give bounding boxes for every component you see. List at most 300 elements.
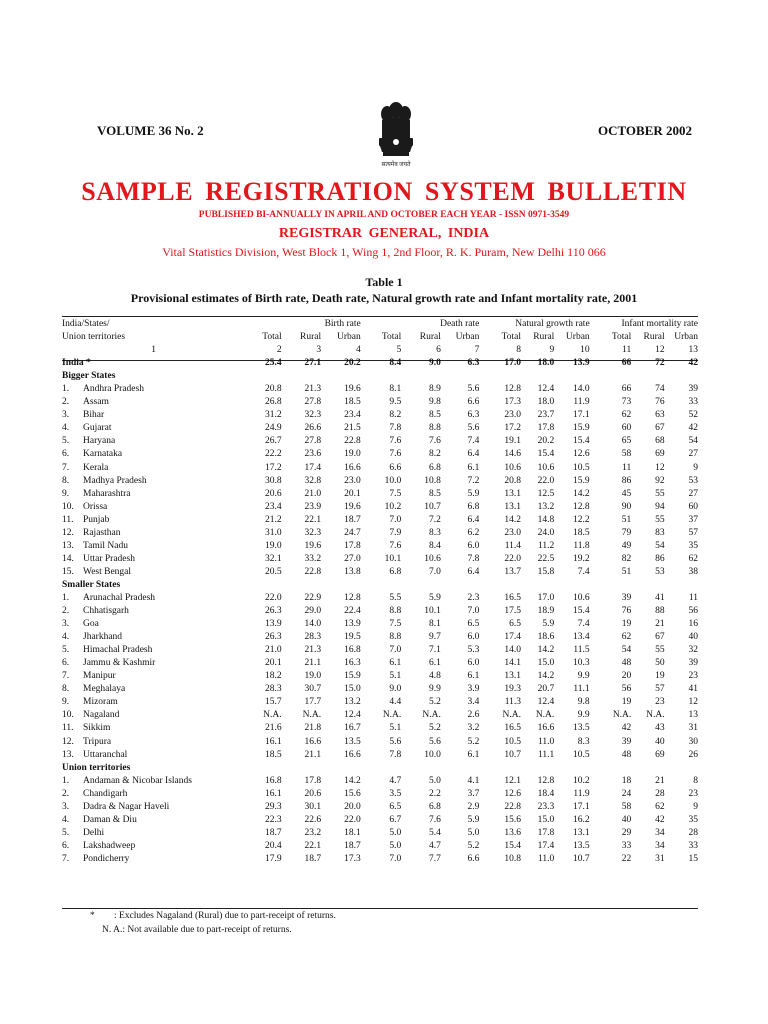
value-cell: 5.0 — [428, 775, 441, 786]
value-cell: 7.8 — [389, 423, 402, 434]
value-cell: 22.1 — [304, 514, 322, 525]
value-cell: 22.3 — [264, 814, 282, 825]
value-cell: 6.8 — [467, 501, 480, 512]
value-cell: 5.0 — [389, 827, 402, 838]
value-cell: 7.0 — [467, 606, 480, 617]
value-cell: 86 — [655, 553, 665, 564]
value-cell: 15.0 — [537, 658, 555, 669]
region-label: Tripura — [83, 736, 112, 747]
value-cell: 12.8 — [344, 592, 361, 603]
value-cell: 16.1 — [264, 736, 282, 747]
value-cell: 35 — [688, 540, 698, 551]
value-cell: 31.2 — [264, 410, 282, 421]
value-cell: 13.1 — [504, 671, 521, 682]
value-cell: 15.7 — [264, 697, 282, 708]
value-cell: 9.8 — [577, 697, 590, 708]
value-cell: 21.5 — [344, 423, 361, 434]
region-name — [62, 801, 245, 814]
value-cell: 21.6 — [264, 723, 282, 734]
value-cell: 39 — [688, 658, 698, 669]
group-natural-growth-rate: Natural growth rate — [515, 319, 590, 329]
region-label: Rajasthan — [83, 527, 121, 538]
value-cell: 22.0 — [264, 592, 282, 603]
value-cell: 63 — [655, 410, 665, 421]
value-cell: 19.6 — [344, 501, 361, 512]
vital-rates-table — [62, 318, 698, 866]
value-cell: 58 — [621, 801, 632, 812]
subheader-cell: Rural — [300, 332, 322, 343]
value-cell: 13.9 — [573, 358, 590, 369]
value-cell: 29 — [621, 827, 632, 838]
value-cell: 21.3 — [304, 384, 322, 395]
region-label: Chandigarh — [83, 788, 128, 799]
value-cell: 20.8 — [264, 384, 282, 395]
col-label-union-territories: Union territories — [62, 332, 126, 343]
value-cell: 12.4 — [537, 697, 555, 708]
table-row — [62, 618, 698, 631]
value-cell: 17.8 — [537, 423, 555, 434]
value-cell: 20.8 — [504, 475, 521, 486]
value-cell: 16.7 — [344, 723, 361, 734]
table-row — [62, 527, 698, 540]
table-row — [62, 801, 698, 814]
value-cell: 40 — [621, 814, 632, 825]
value-cell: 6.4 — [467, 449, 480, 460]
value-cell: 33.2 — [304, 553, 322, 564]
value-cell: 12.4 — [344, 710, 361, 721]
row-index: 1. — [62, 592, 70, 603]
value-cell: 14.2 — [573, 488, 590, 499]
value-cell: 13.2 — [344, 697, 361, 708]
value-cell: 18.6 — [537, 632, 555, 643]
value-cell: 14.0 — [304, 619, 322, 630]
value-cell: 12.8 — [573, 501, 590, 512]
value-cell: 32.8 — [304, 475, 322, 486]
value-cell: 42 — [688, 358, 698, 369]
value-cell: 30 — [688, 736, 698, 747]
value-cell: 86 — [621, 475, 632, 486]
value-cell: 19.0 — [264, 540, 282, 551]
value-cell: 12.4 — [537, 384, 555, 395]
value-cell: 17.0 — [537, 592, 555, 603]
value-cell: 17.7 — [304, 697, 322, 708]
row-index: 11. — [62, 723, 74, 734]
value-cell: 11.1 — [573, 684, 590, 695]
value-cell: 8.5 — [428, 410, 441, 421]
value-cell: 5.0 — [389, 840, 402, 851]
value-cell: 4.7 — [428, 840, 441, 851]
value-cell: 22.4 — [344, 606, 361, 617]
value-cell: 10.5 — [573, 462, 590, 473]
table-row — [62, 475, 698, 488]
region-label: Mizoram — [83, 697, 118, 708]
header-row-subheads — [62, 331, 698, 344]
value-cell: 13.7 — [504, 566, 521, 577]
value-cell: 4.4 — [389, 697, 402, 708]
region-name — [62, 618, 245, 631]
value-cell: 19.3 — [504, 684, 521, 695]
value-cell: 3.4 — [467, 697, 480, 708]
value-cell: 32.1 — [264, 553, 282, 564]
value-cell: 32.3 — [304, 410, 322, 421]
value-cell: 22.0 — [537, 475, 555, 486]
table-caption: Provisional estimates of Birth rate, Death rate, Natural growth rate and Infant mortality rate, 2001 — [130, 291, 638, 305]
value-cell: 14.2 — [504, 514, 521, 525]
region-label: Delhi — [83, 827, 105, 838]
value-cell: 21 — [655, 775, 665, 786]
col-label-states: India/States/ — [62, 319, 110, 329]
value-cell: 9.5 — [389, 397, 402, 408]
region-name — [62, 357, 245, 370]
value-cell: 15.4 — [573, 436, 590, 447]
region-name — [62, 605, 245, 618]
row-index: 2. — [62, 788, 70, 799]
value-cell: 57 — [655, 684, 665, 695]
column-number-cell: 13 — [688, 345, 698, 356]
region-label: Sikkim — [83, 723, 111, 734]
value-cell: 30.8 — [264, 475, 282, 486]
value-cell: 9.8 — [428, 397, 441, 408]
value-cell: 17.3 — [344, 853, 361, 864]
issue-date: OCTOBER 2002 — [597, 123, 692, 138]
value-cell: 6.4 — [467, 566, 480, 577]
value-cell: 16.6 — [304, 736, 322, 747]
region-name — [62, 657, 245, 670]
column-number-cell: 8 — [516, 345, 521, 356]
value-cell: 62 — [688, 553, 698, 564]
value-cell: 11.9 — [573, 397, 590, 408]
value-cell: 72 — [655, 358, 665, 369]
value-cell: 19.2 — [573, 553, 590, 564]
value-cell: 92 — [655, 475, 665, 486]
region-label: Lakshadweep — [83, 840, 136, 851]
value-cell: 10.5 — [504, 736, 521, 747]
header-row-column-numbers — [62, 344, 698, 357]
value-cell: 51 — [621, 566, 632, 577]
value-cell: 55 — [655, 514, 665, 525]
value-cell: 11 — [688, 592, 698, 603]
value-cell: 82 — [621, 553, 632, 564]
subheader-cell: Urban — [336, 332, 361, 343]
region-name — [62, 422, 245, 435]
value-cell: 17.4 — [304, 462, 322, 473]
value-cell: 68 — [655, 436, 665, 447]
column-number-cell: 10 — [580, 345, 590, 356]
table-row — [62, 788, 698, 801]
value-cell: 27.8 — [304, 436, 322, 447]
value-cell: 19.6 — [344, 384, 361, 395]
table-row — [62, 827, 698, 840]
row-index: 5. — [62, 827, 70, 838]
region-label: Pondicherry — [83, 853, 130, 864]
value-cell: 54 — [688, 436, 698, 447]
value-cell: 5.6 — [389, 736, 402, 747]
value-cell: 15.0 — [537, 814, 555, 825]
value-cell: 5.9 — [542, 619, 555, 630]
region-name — [62, 683, 245, 696]
value-cell: 17.5 — [504, 606, 521, 617]
column-number-cell: 9 — [549, 345, 555, 356]
value-cell: 23 — [688, 788, 698, 799]
value-cell: 10.1 — [424, 606, 441, 617]
value-cell: 18.7 — [304, 853, 322, 864]
value-cell: 22.1 — [304, 840, 322, 851]
subheader-cell: Urban — [674, 332, 698, 343]
value-cell: 6.8 — [428, 801, 441, 812]
value-cell: 26 — [688, 749, 698, 760]
value-cell: 7.2 — [428, 514, 441, 525]
table-row — [62, 709, 698, 722]
value-cell: 7.0 — [428, 566, 441, 577]
value-cell: 6.0 — [467, 632, 480, 643]
value-cell: 13.1 — [573, 827, 590, 838]
value-cell: 11.8 — [573, 540, 590, 551]
value-cell: 9 — [693, 462, 698, 473]
value-cell: 8.2 — [428, 449, 441, 460]
value-cell: 13.4 — [573, 632, 590, 643]
value-cell: 13.8 — [344, 566, 361, 577]
value-cell: N.A. — [502, 710, 521, 721]
value-cell: 12.2 — [573, 514, 590, 525]
value-cell: 42 — [688, 423, 698, 434]
row-index: 2. — [62, 606, 70, 617]
value-cell: 8.8 — [428, 423, 441, 434]
row-index: 10. — [62, 501, 74, 512]
row-index: 4. — [62, 423, 70, 434]
value-cell: 53 — [655, 566, 665, 577]
table-row — [62, 422, 698, 435]
table-row — [62, 775, 698, 788]
value-cell: 23 — [655, 697, 665, 708]
column-number-cell: 5 — [396, 345, 402, 356]
section-title: Union territories — [62, 762, 131, 773]
value-cell: 5.2 — [467, 736, 480, 747]
value-cell: 26.8 — [264, 397, 282, 408]
value-cell: 16.1 — [264, 788, 282, 799]
row-index: 7. — [62, 853, 70, 864]
value-cell: 20.7 — [537, 684, 555, 695]
value-cell: 8.1 — [428, 619, 441, 630]
table-row — [62, 357, 698, 370]
value-cell: 15.4 — [537, 449, 555, 460]
value-cell: 12.8 — [504, 384, 521, 395]
value-cell: 39 — [688, 384, 698, 395]
region-name — [62, 501, 245, 514]
row-index: 1. — [62, 384, 70, 395]
table-row — [62, 696, 698, 709]
table-row — [62, 722, 698, 735]
footnote-text-1: : Excludes Nagaland (Rural) due to part-receipt of returns. — [114, 911, 336, 921]
value-cell: 6.8 — [389, 566, 402, 577]
value-cell: 19.0 — [304, 671, 322, 682]
value-cell: 42 — [621, 723, 632, 734]
subheader-cell: Urban — [455, 332, 480, 343]
value-cell: 6.6 — [467, 397, 480, 408]
value-cell: 2.6 — [467, 710, 480, 721]
value-cell: 11.0 — [538, 853, 555, 864]
value-cell: 10.5 — [573, 749, 590, 760]
header-row-groups — [62, 318, 698, 331]
footnote-not-available: N. A.: Not available due to part-receipt of returns. — [102, 925, 292, 935]
value-cell: 27 — [688, 449, 698, 460]
value-cell: 13.5 — [573, 723, 590, 734]
value-cell: 7.6 — [428, 436, 441, 447]
value-cell: 13.1 — [504, 488, 521, 499]
value-cell: 31 — [655, 853, 665, 864]
table-row — [62, 736, 698, 749]
row-index: 13. — [62, 749, 74, 760]
value-cell: 60 — [688, 501, 698, 512]
value-cell: 18.1 — [344, 827, 361, 838]
value-cell: 62 — [621, 632, 632, 643]
value-cell: 15.8 — [537, 566, 555, 577]
value-cell: 26.6 — [304, 423, 322, 434]
value-cell: 3.7 — [467, 788, 480, 799]
value-cell: 19.1 — [504, 436, 521, 447]
value-cell: 21.0 — [304, 488, 322, 499]
value-cell: 24.9 — [264, 423, 282, 434]
value-cell: 23.0 — [504, 410, 521, 421]
table-row — [62, 644, 698, 657]
value-cell: 6.0 — [467, 540, 480, 551]
value-cell: 43 — [655, 723, 665, 734]
value-cell: 8.3 — [577, 736, 590, 747]
value-cell: 7.1 — [428, 645, 441, 656]
value-cell: N.A. — [612, 710, 632, 721]
value-cell: 29.3 — [264, 801, 282, 812]
value-cell: 22.8 — [304, 566, 322, 577]
section-heading-row — [62, 762, 698, 775]
value-cell: 15 — [688, 853, 698, 864]
value-cell: 2.9 — [467, 801, 480, 812]
value-cell: 22.6 — [304, 814, 322, 825]
region-label: Kerala — [83, 462, 109, 473]
value-cell: 21.1 — [304, 749, 322, 760]
value-cell: 32 — [688, 645, 698, 656]
value-cell: 6.3 — [467, 410, 480, 421]
region-name — [62, 396, 245, 409]
value-cell: 11.2 — [538, 540, 555, 551]
region-label: Jammu & Kashmir — [83, 658, 156, 669]
region-label: Karnataka — [83, 449, 123, 460]
column-number-cell: 12 — [655, 345, 665, 356]
value-cell: N.A. — [382, 710, 402, 721]
region-name — [62, 840, 245, 853]
value-cell: 23.9 — [304, 501, 322, 512]
value-cell: 2.3 — [467, 592, 480, 603]
table-row — [62, 435, 698, 448]
column-number-cell: 11 — [622, 345, 632, 356]
value-cell: 16 — [688, 619, 698, 630]
value-cell: 7.0 — [389, 514, 402, 525]
value-cell: 17.3 — [504, 397, 521, 408]
value-cell: 6.3 — [467, 358, 480, 369]
value-cell: 16.8 — [264, 775, 282, 786]
value-cell: N.A. — [535, 710, 555, 721]
table-row — [62, 501, 698, 514]
group-birth-rate: Birth rate — [324, 319, 361, 329]
value-cell: 83 — [655, 527, 665, 538]
value-cell: 5.9 — [467, 814, 480, 825]
value-cell: 14.0 — [504, 645, 521, 656]
value-cell: 7.5 — [389, 488, 402, 499]
column-number-cell: 6 — [436, 345, 441, 356]
value-cell: 16.5 — [504, 592, 521, 603]
row-index: 15. — [62, 566, 74, 577]
value-cell: 90 — [621, 501, 632, 512]
table-row — [62, 605, 698, 618]
region-label: Uttar Pradesh — [83, 553, 135, 564]
region-label: West Bengal — [83, 566, 132, 577]
table-row — [62, 592, 698, 605]
value-cell: 6.5 — [467, 619, 480, 630]
value-cell: 16.6 — [344, 462, 361, 473]
row-index: 13. — [62, 540, 74, 551]
value-cell: N.A. — [302, 710, 322, 721]
value-cell: 20.4 — [264, 840, 282, 851]
subheader-cell: Total — [262, 332, 282, 343]
value-cell: 54 — [655, 540, 665, 551]
value-cell: 26.3 — [264, 632, 282, 643]
row-index: 4. — [62, 632, 70, 643]
value-cell: 20.5 — [264, 566, 282, 577]
value-cell: 6.2 — [467, 527, 480, 538]
value-cell: 13.9 — [264, 619, 282, 630]
row-index: 5. — [62, 436, 70, 447]
value-cell: 69 — [655, 449, 665, 460]
value-cell: 16.2 — [573, 814, 590, 825]
value-cell: 6.7 — [389, 814, 402, 825]
value-cell: 7.6 — [389, 449, 402, 460]
row-index: 6. — [62, 658, 70, 669]
value-cell: 5.1 — [389, 671, 402, 682]
value-cell: 9.9 — [428, 684, 441, 695]
value-cell: 55 — [655, 488, 665, 499]
table-bottom-rule — [62, 908, 698, 909]
value-cell: 14.2 — [537, 671, 555, 682]
value-cell: 7.5 — [389, 619, 402, 630]
value-cell: 56 — [688, 606, 698, 617]
value-cell: 74 — [655, 384, 665, 395]
value-cell: 18 — [621, 775, 632, 786]
value-cell: 15.9 — [344, 671, 361, 682]
table-row — [62, 488, 698, 501]
value-cell: 19 — [621, 619, 632, 630]
value-cell: 23.3 — [537, 801, 555, 812]
value-cell: 67 — [655, 423, 665, 434]
value-cell: 3.9 — [467, 684, 480, 695]
table-row — [62, 631, 698, 644]
value-cell: 6.1 — [467, 749, 480, 760]
value-cell: 3.2 — [467, 723, 480, 734]
section-heading-row — [62, 579, 698, 592]
region-label: Gujarat — [83, 423, 112, 434]
value-cell: 6.5 — [509, 619, 521, 630]
value-cell: 10.2 — [573, 775, 590, 786]
value-cell: 13 — [688, 710, 698, 721]
value-cell: 94 — [655, 501, 665, 512]
value-cell: 56 — [621, 684, 632, 695]
region-name — [62, 696, 245, 709]
value-cell: 21.3 — [304, 645, 322, 656]
value-cell: 9 — [693, 801, 698, 812]
table-row — [62, 514, 698, 527]
region-label: Manipur — [83, 671, 116, 682]
value-cell: 10.0 — [424, 749, 441, 760]
value-cell: 5.6 — [467, 423, 480, 434]
table-row — [62, 462, 698, 475]
region-name — [62, 540, 245, 553]
